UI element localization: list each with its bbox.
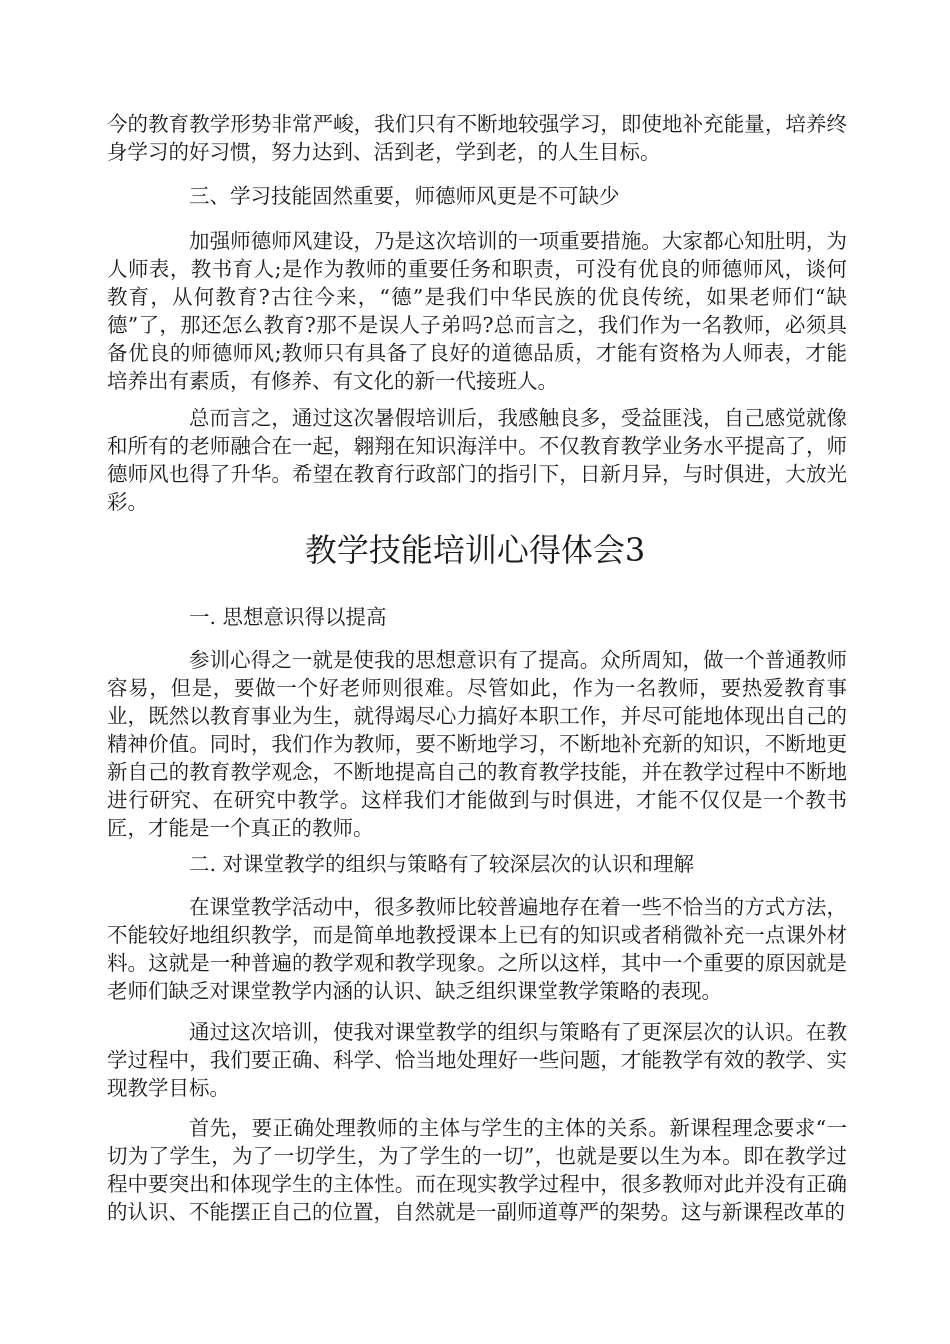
document-title: 教学技能培训心得体会3 (304, 531, 646, 569)
section-heading-one: 一. 思想意识得以提高 (189, 605, 387, 629)
paragraph-one: 参训心得之一就是使我的思想意识有了提高。众所周知，做一个普通教师容易，但是，要做一个好老师则很难。尽管如此，作为一名教师，要热爱教育事业，既然以教育事业为生，就得竭尽心力搞好本职工作，并尽可能地体现出自己的精神价值。同时，我们作为教师，要不断地学习，不断地补充新的知识，不断地更新自己的教育教学观念，不断地提高自己的教育教学技能，并在教学过程中不断地进行研究、在研究中教学。这样我们才能做到与时俱进，才能不仅仅是一个教书匠，才能是一个真正的教师。 (107, 648, 847, 840)
section-heading-two: 二. 对课堂教学的组织与策略有了较深层次的认识和理解 (189, 852, 695, 876)
section-heading-3: 三、学习技能固然重要，师德师风更是不可缺少 (189, 184, 620, 208)
paragraph-two-c: 首先，要正确处理教师的主体与学生的主体的关系。新课程理念要求“一切为了学生，为了一切学生，为了学生的一切”，也就是要以生为本。即在教学过程中要突出和体现学生的主体性。而在现实教学过程中，很多教师对此并没有正确的认识、不能摆正自己的位置，自然就是一副师道尊严的架势。这与新课程改革的 (107, 1116, 847, 1224)
paragraph-two-b: 通过这次培训，使我对课堂教学的组织与策略有了更深层次的认识。在教学过程中，我们要正确、科学、恰当地处理好一些问题，才能教学有效的教学、实现教学目标。 (107, 1020, 847, 1100)
paragraph-continuation: 今的教育教学形势非常严峻，我们只有不断地较强学习，即使地补充能量，培养终身学习的好习惯，努力达到、活到老，学到老，的人生目标。 (107, 112, 847, 164)
paragraph-summary: 总而言之，通过这次暑假培训后，我感触良多，受益匪浅，自己感觉就像和所有的老师融合在一起，翱翔在知识海洋中。不仅教育教学业务水平提高了，师德师风也得了升华。希望在教育行政部门的指引下，日新月异，与时俱进，大放光彩。 (107, 406, 847, 514)
paragraph-ethics: 加强师德师风建设，乃是这次培训的一项重要措施。大家都心知肚明，为人师表，教书育人;是作为教师的重要任务和职责，可没有优良的师德师风，谈何教育，从何教育?古往今来，“德”是我们中华民族的优良传统，如果老师们“缺德”了，那还怎么教育?那不是误人子弟吗?总而言之，我们作为一名教师，必须具备优良的师德师风;教师只有具备了良好的道德品质，才能有资格为人师表，才能培养出有素质，有修养、有文化的新一代接班人。 (107, 229, 847, 393)
paragraph-two-a: 在课堂教学活动中，很多教师比较普遍地存在着一些不恰当的方式方法，不能较好地组织教学，而是简单地教授课本上已有的知识或者稍微补充一点课外材料。这就是一种普遍的教学观和教学现象。之所以这样，其中一个重要的原因就是老师们缺乏对课堂教学内涵的认识、缺乏组织课堂教学策略的表现。 (107, 895, 847, 1003)
